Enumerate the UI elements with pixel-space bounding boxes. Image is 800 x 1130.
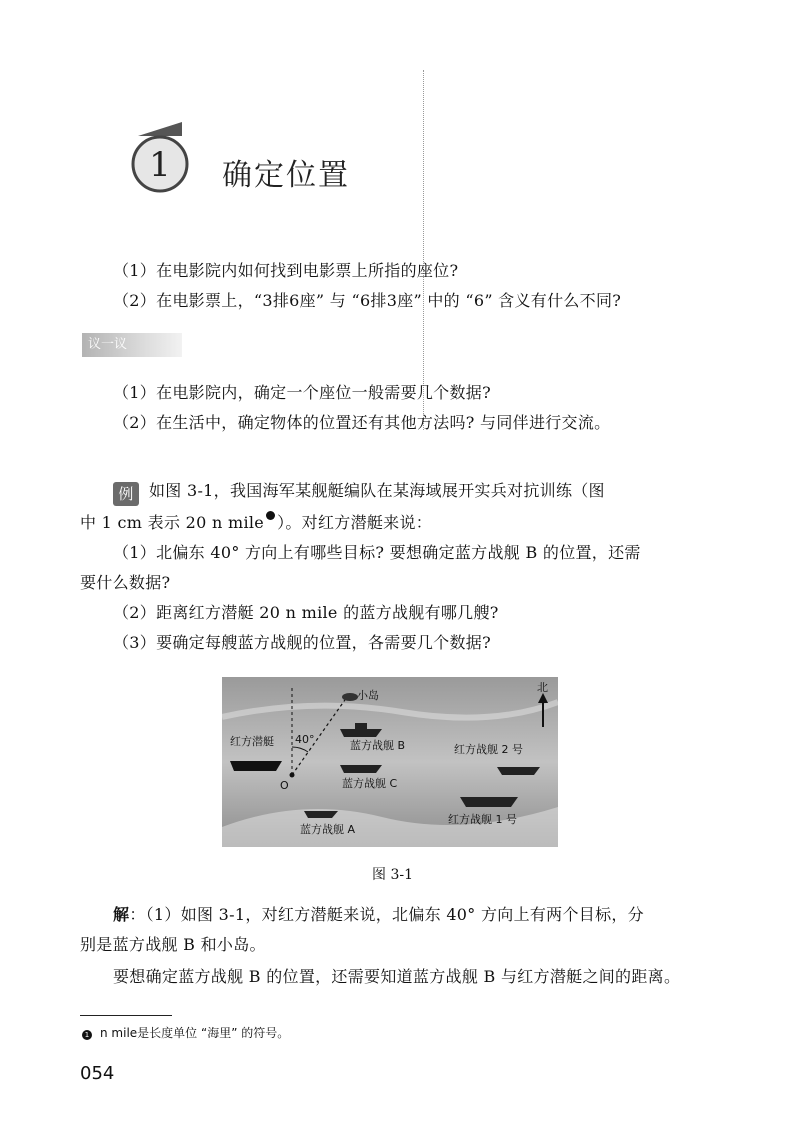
example-intro-1: 如图 3-1，我国海军某舰艇编队在某海域展开实兵对抗训练（图 bbox=[149, 481, 605, 500]
example-badge: 例 bbox=[113, 482, 139, 506]
example-intro-line-1 bbox=[113, 478, 605, 506]
footnote-marker-icon bbox=[266, 511, 275, 520]
page-title: 确定位置 bbox=[222, 158, 350, 193]
blue-c-ship-icon bbox=[340, 765, 382, 773]
origin-point bbox=[290, 773, 295, 778]
footnote-marker: 1 bbox=[82, 1030, 92, 1040]
example-q2: （2）距离红方潜艇 20 n mile 的蓝方战舰有哪几艘? bbox=[113, 603, 499, 622]
red-2-ship-icon bbox=[497, 767, 540, 775]
footnote bbox=[82, 1024, 289, 1041]
blue-b-label: 蓝方战舰 B bbox=[350, 739, 406, 752]
example-q1-a: （1）北偏东 40° 方向上有哪些目标? 要想确定蓝方战舰 B 的位置，还需 bbox=[113, 543, 641, 562]
blue-c-label: 蓝方战舰 C bbox=[342, 777, 398, 790]
red-1-label: 红方战舰 1 号 bbox=[448, 813, 517, 826]
figure-3-1 bbox=[222, 677, 558, 847]
solution-text-1: ：（1）如图 3-1，对红方潜艇来说，北偏东 40° 方向上有两个目标，分 bbox=[129, 905, 644, 924]
solution-line-1 bbox=[113, 902, 644, 925]
discuss-label: 议一议 bbox=[82, 333, 182, 357]
footnote-divider bbox=[80, 1015, 172, 1016]
chapter-number: 1 bbox=[149, 145, 171, 185]
blue-b-ship-icon bbox=[340, 729, 382, 737]
solution-line-3: 要想确定蓝方战舰 B 的位置，还需要知道蓝方战舰 B 与红方潜艇之间的距离。 bbox=[113, 967, 681, 986]
figure-caption: 图 3-1 bbox=[372, 867, 413, 883]
example-intro-2b: ）。对红方潜艇来说： bbox=[277, 513, 433, 532]
red-2-label: 红方战舰 2 号 bbox=[454, 743, 523, 756]
island-icon bbox=[342, 693, 358, 701]
angle-label: 40° bbox=[295, 733, 315, 746]
island-label: 小岛 bbox=[357, 689, 379, 702]
chapter-number-icon bbox=[120, 118, 200, 198]
solution-line-2: 别是蓝方战舰 B 和小岛。 bbox=[80, 935, 266, 954]
example-q3: （3）要确定每艘蓝方战舰的位置，各需要几个数据? bbox=[113, 633, 491, 652]
north-label: 北 bbox=[537, 681, 548, 694]
footnote-text: n mile是长度单位 “海里” 的符号。 bbox=[100, 1026, 290, 1040]
page-number: 054 bbox=[80, 1063, 115, 1084]
solution-label: 解 bbox=[113, 905, 130, 924]
blue-a-label: 蓝方战舰 A bbox=[300, 823, 356, 836]
discuss-2: （2）在生活中，确定物体的位置还有其他方法吗? 与同伴进行交流。 bbox=[113, 413, 611, 432]
example-intro-line-2 bbox=[80, 510, 432, 533]
red-sub-label: 红方潜艇 bbox=[230, 735, 274, 748]
question-1: （1）在电影院内如何找到电影票上所指的座位? bbox=[113, 261, 459, 280]
question-2: （2）在电影票上，“3排6座” 与 “6排3座” 中的 “6” 含义有什么不同? bbox=[113, 291, 622, 310]
example-intro-2a: 中 1 cm 表示 20 n mile bbox=[80, 513, 265, 532]
example-q1-b: 要什么数据? bbox=[80, 573, 171, 592]
red-1-ship-icon bbox=[460, 797, 518, 807]
discuss-1: （1）在电影院内，确定一个座位一般需要几个数据? bbox=[113, 383, 491, 402]
origin-label: O bbox=[280, 779, 289, 792]
red-sub-icon bbox=[230, 761, 282, 771]
scan-artifact-line bbox=[423, 70, 424, 430]
